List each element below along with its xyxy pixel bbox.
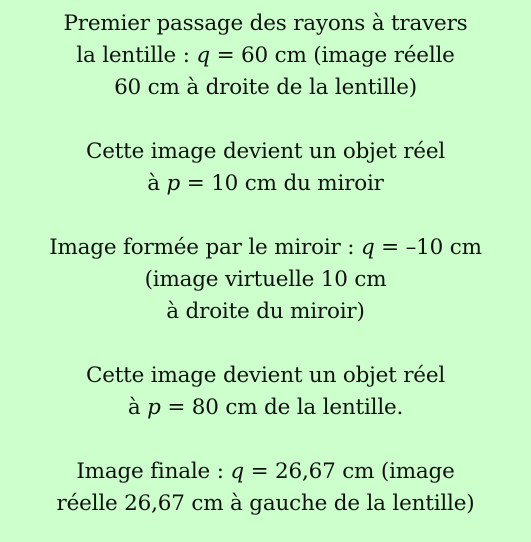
text-segment: à droite du miroir) [166, 299, 365, 324]
text-line [0, 8, 531, 40]
variable-q: q [360, 235, 375, 260]
text-segment: à [127, 395, 148, 420]
text-line [0, 296, 531, 328]
paragraph-real-object-lens [0, 360, 531, 424]
text-line [0, 168, 531, 200]
variable-p: p [147, 395, 161, 420]
text-line [0, 456, 531, 488]
text-segment: la lentille : [76, 43, 197, 68]
text-segment: Image formée par le miroir : [49, 235, 361, 260]
text-line [0, 488, 531, 520]
text-line [0, 392, 531, 424]
text-segment: = 60 cm (image réelle [209, 43, 455, 68]
variable-q: q [196, 43, 210, 68]
text-line [0, 136, 531, 168]
paragraph-real-object-mirror [0, 136, 531, 200]
text-segment: = 80 cm de la lentille. [160, 395, 404, 420]
text-segment: = 26,67 cm (image [243, 459, 455, 484]
text-line [0, 264, 531, 296]
text-line [0, 40, 531, 72]
paragraph-first-pass [0, 8, 531, 104]
text-segment: Cette image devient un objet réel [85, 139, 446, 164]
text-line [0, 72, 531, 104]
text-segment: = 10 cm du miroir [180, 171, 384, 196]
text-segment: 60 cm à droite de la lentille) [114, 75, 417, 100]
text-line [0, 232, 531, 264]
variable-q: q [230, 459, 244, 484]
variable-p: p [166, 171, 181, 196]
paragraph-mirror-image [0, 232, 531, 328]
text-segment: Image finale : [76, 459, 231, 484]
text-line [0, 360, 531, 392]
text-segment: = –10 cm [374, 235, 482, 260]
text-segment: réelle 26,67 cm à gauche de la lentille) [56, 491, 475, 516]
text-segment: Cette image devient un objet réel [85, 363, 446, 388]
paragraph-final-image [0, 456, 531, 520]
text-segment: (image virtuelle 10 cm [144, 267, 387, 292]
text-segment: Premier passage des rayons à travers [63, 11, 468, 36]
text-segment: à [147, 171, 167, 196]
